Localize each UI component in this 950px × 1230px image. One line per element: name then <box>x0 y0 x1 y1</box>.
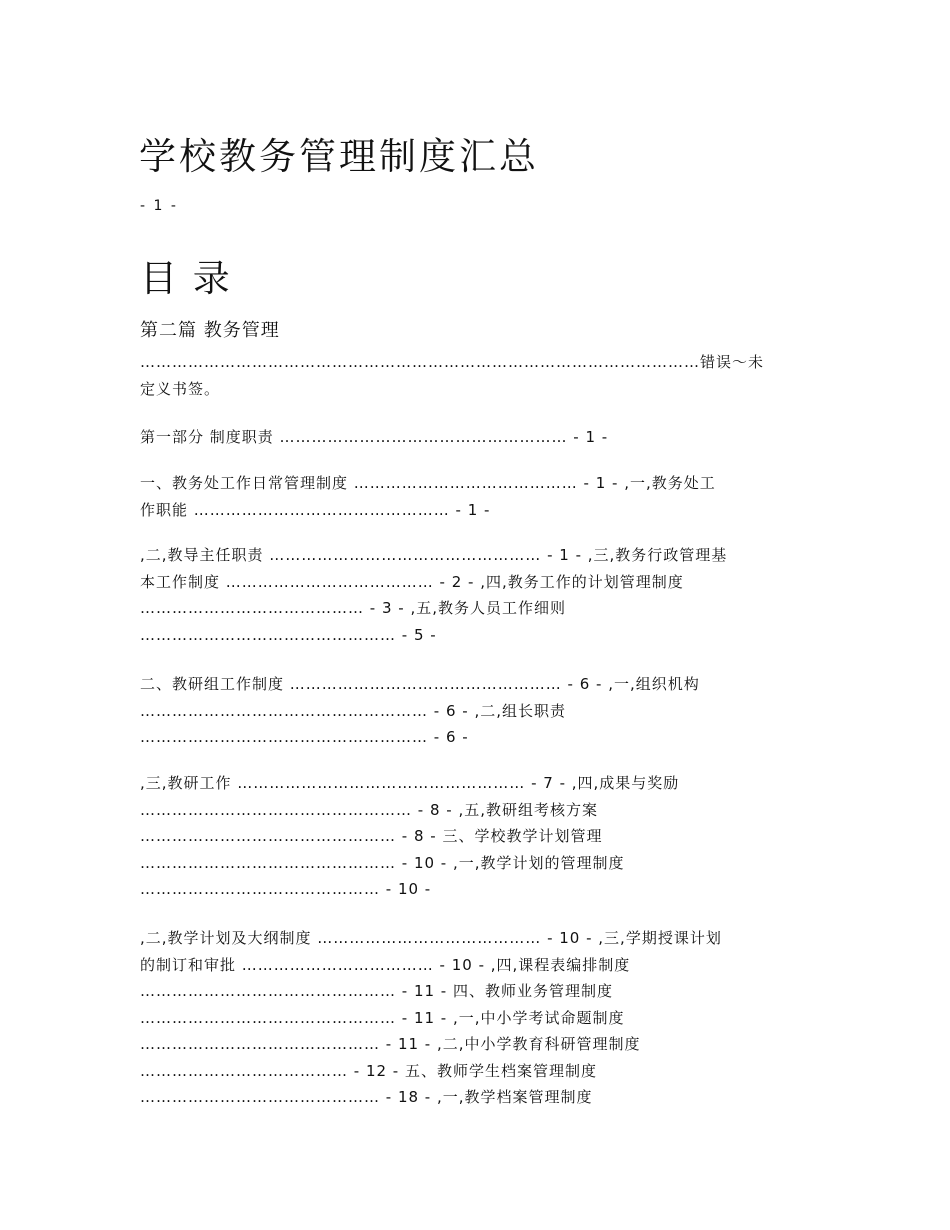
toc-line: ………………………………………… - 11 - 四、教师业务管理制度 <box>140 982 613 1000</box>
toc-line: ……………………………………………… - 6 - ,二,组长职责 <box>140 701 566 720</box>
toc-line: ,二,教学计划及大纲制度 …………………………………… - 10 - ,三,学期授课计划 <box>140 929 722 947</box>
toc-entry-block <box>140 349 820 402</box>
toc-line: ……………………………………… - 11 - ,二,中小学教育科研管理制度 <box>140 1035 641 1053</box>
toc-line: ………………………………………… - 10 - ,一,教学计划的管理制度 <box>140 853 625 872</box>
toc-entry-block <box>140 424 820 451</box>
toc-line: ……………………………………………………………………………………………错误～未 <box>140 353 765 371</box>
toc-line: ,二,教导主任职责 …………………………………………… - 1 - ,三,教务行政管理基 <box>140 546 728 564</box>
toc-line: 的制订和审批 ……………………………… - 10 - ,四,课程表编排制度 <box>140 955 631 974</box>
document-title: 学校教务管理制度汇总 <box>139 135 539 178</box>
toc-line: …………………………………………… - 8 - ,五,教研组考核方案 <box>140 800 598 819</box>
toc-line: ………………………………………… - 8 - 三、学校教学计划管理 <box>140 827 603 845</box>
toc-line: 一、教务处工作日常管理制度 …………………………………… - 1 - ,一,教务处工 <box>140 474 716 492</box>
toc-line: 作职能 ………………………………………… - 1 - <box>140 500 491 519</box>
toc-line: 二、教研组工作制度 …………………………………………… - 6 - ,一,组织机构 <box>140 675 700 693</box>
toc-line: ………………………………… - 12 - 五、教师学生档案管理制度 <box>140 1061 597 1080</box>
toc-line: ……………………………………………… - 6 - <box>140 728 469 746</box>
toc-entry-block <box>140 770 820 903</box>
toc-line: 第一部分 制度职责 ……………………………………………… - 1 - <box>140 428 609 446</box>
toc-line: 定义书签。 <box>140 379 221 398</box>
toc-line: 本工作制度 ………………………………… - 2 - ,四,教务工作的计划管理制度 <box>140 572 684 591</box>
toc-line: ………………………………………… - 5 - <box>140 625 437 644</box>
toc-line: ……………………………………… - 10 - <box>140 880 432 898</box>
toc-entry-block <box>140 671 820 751</box>
toc-entry-block <box>140 542 820 648</box>
toc-entry-block <box>140 925 820 1111</box>
toc-heading: 目 录 <box>140 257 232 300</box>
toc-line: …………………………………… - 3 - ,五,教务人员工作细则 <box>140 599 566 617</box>
toc-line: ,三,教研工作 ……………………………………………… - 7 - ,四,成果与奖励 <box>140 774 680 792</box>
toc-line: ………………………………………… - 11 - ,一,中小学考试命题制度 <box>140 1008 625 1027</box>
page-number: - 1 - <box>140 198 178 214</box>
toc-entry-block <box>140 470 820 523</box>
part-heading: 第二篇 教务管理 <box>140 320 280 341</box>
toc-line: ……………………………………… - 18 - ,一,教学档案管理制度 <box>140 1088 593 1106</box>
